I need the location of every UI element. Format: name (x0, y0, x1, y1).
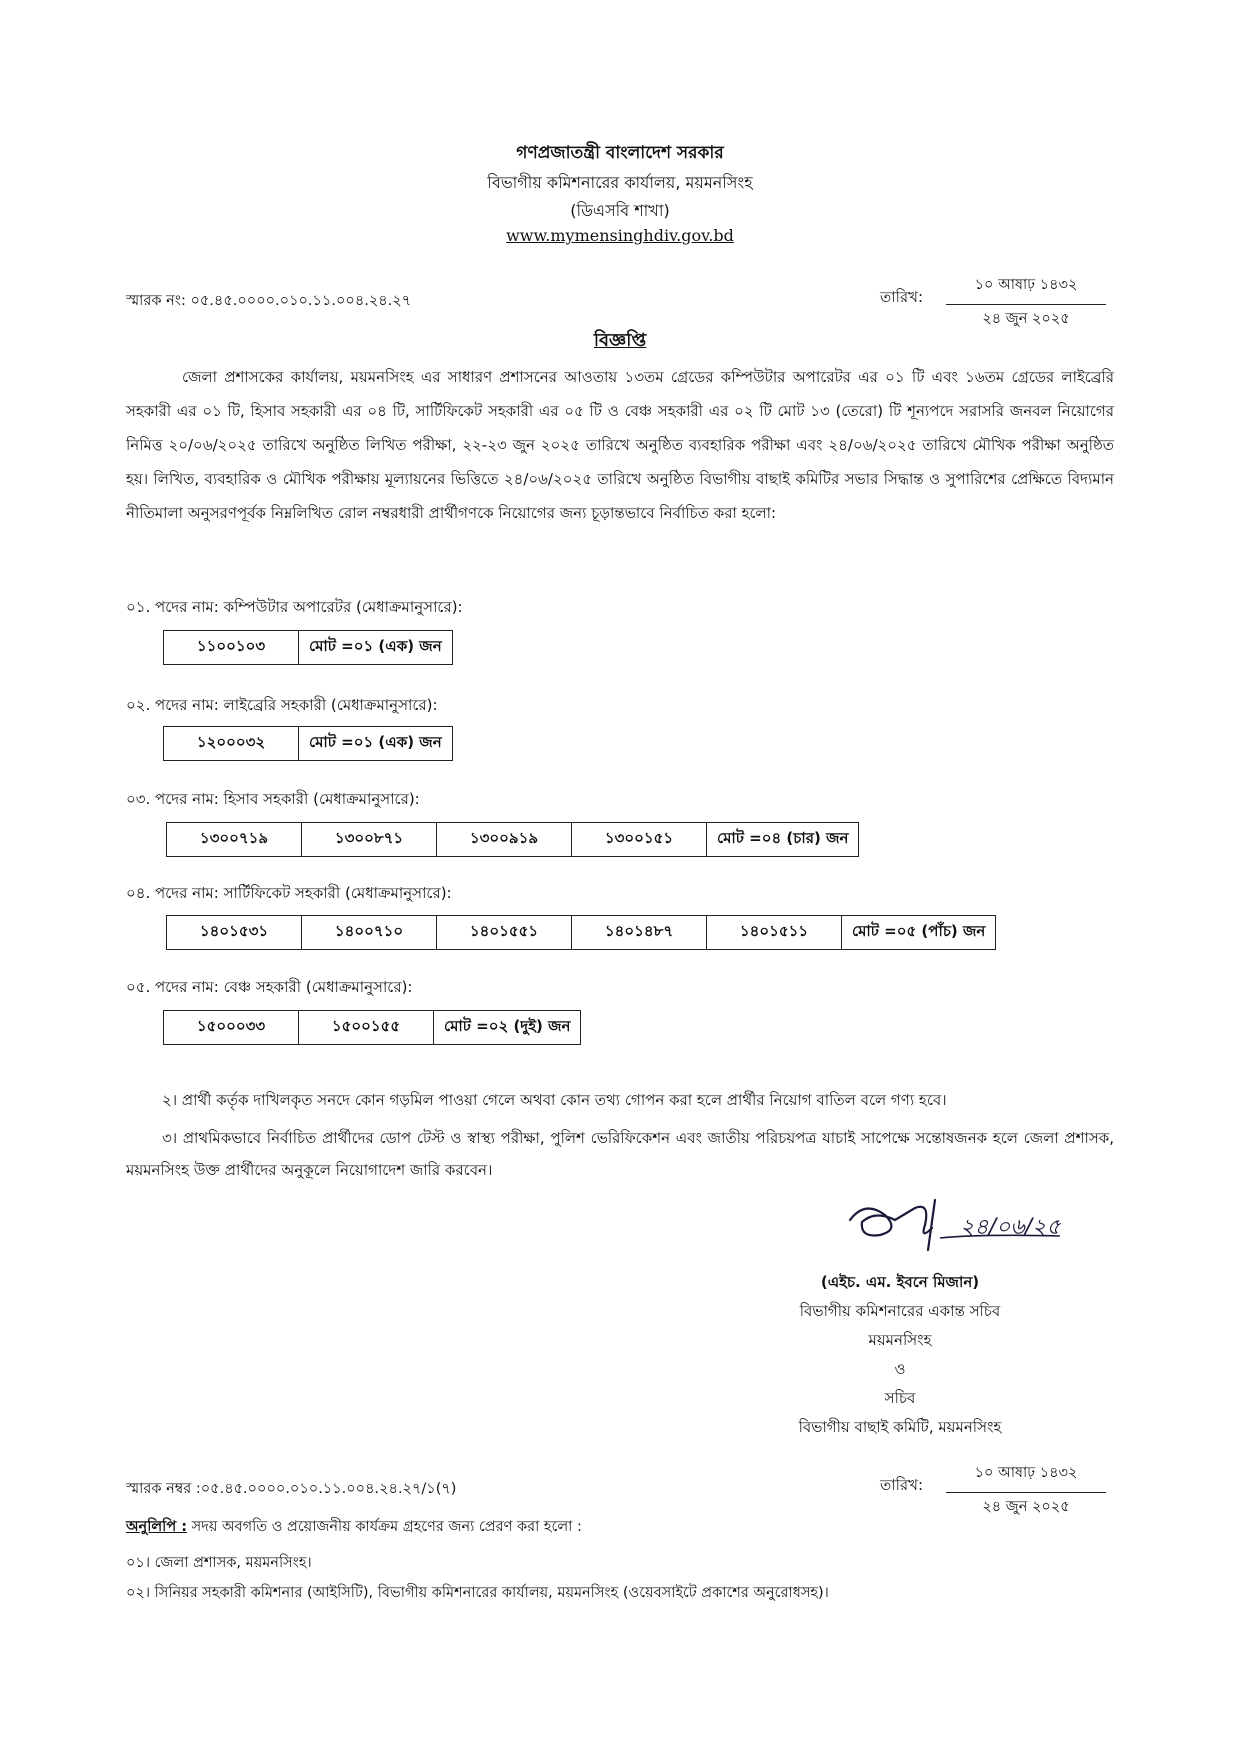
post-title: ০১. পদের নাম: কম্পিউটার অপারেটর (মেধাক্রমানুসারে): (126, 598, 463, 616)
copy-recipient: ০১। জেলা প্রশাসক, ময়মনসিংহ। (126, 1555, 312, 1571)
roll-table-certificate-assistant (166, 915, 996, 950)
note-3: ৩। প্রাথমিকভাবে নির্বাচিত প্রার্থীদের ডোপ টেস্ট ও স্বাস্থ্য পরীক্ষা, পুলিশ ভেরিফিকেশন এবং জাতীয় পরিচয়পত্র যাচাই সাপেক্ষে সন্তোষজনক হলে জেলা প্রশাসক, ময়মনসিংহ উক্ত প্রার্থীদের অনুকূলে নিয়োগাদেশ জারি করবেন। (126, 1129, 1114, 1179)
roll-number: ১৫০০১৫৫ (299, 1011, 434, 1045)
date-bangla: ১০ আষাঢ় ১৪৩২ (946, 274, 1106, 305)
copy-to-label: অনুলিপি : (126, 1519, 188, 1535)
notice-title: বিজ্ঞপ্তি (593, 330, 647, 351)
roll-table-accounts-assistant (166, 822, 859, 857)
roll-number: ১৫০০০৩৩ (164, 1011, 299, 1045)
roll-number: ১৪০১৫৩১ (167, 916, 302, 950)
roll-number: ১৩০০৯১৯ (437, 823, 572, 857)
roll-number: ১৪০১৪৮৭ (572, 916, 707, 950)
post-title: ০৫. পদের নাম: বেঞ্চ সহকারী (মেধাক্রমানুসারে): (126, 978, 413, 996)
total-count: মোট =০১ (এক) জন (299, 727, 453, 761)
date-english: ২৪ জুন ২০২৫ (982, 311, 1070, 327)
roll-number: ১২০০০৩২ (164, 727, 299, 761)
date-label: তারিখ: (880, 288, 924, 306)
signatory-name: (এইচ. এম. ইবনে মিজান) (820, 1273, 980, 1291)
roll-table-computer-operator (163, 630, 453, 665)
section-name: (ডিএসবি শাখা) (570, 201, 670, 220)
note-2: ২। প্রার্থী কর্তৃক দাখিলকৃত সনদে কোন গড়মিল পাওয়া গেলে অথবা কোন তথ্য গোপন করা হলে প্রার্থীর নিয়োগ বাতিল বলে গণ্য হবে। (162, 1091, 947, 1109)
memo-number: স্মারক নং: ০৫.৪৫.০০০০.০১০.১১.০০৪.২৪.২৭ (126, 293, 412, 309)
signature-block (700, 1268, 1100, 1442)
total-count: মোট =০৪ (চার) জন (707, 823, 859, 857)
total-count: মোট =০৫ (পাঁচ) জন (842, 916, 996, 950)
roll-table-bench-assistant (163, 1010, 581, 1045)
roll-number: ১৩০০৭১৯ (167, 823, 302, 857)
post-title: ০৩. পদের নাম: হিসাব সহকারী (মেধাক্রমানুসারে): (126, 790, 420, 808)
total-count: মোট =০২ (দুই) জন (434, 1011, 581, 1045)
signatory-committee: বিভাগীয় বাছাই কমিটি, ময়মনসিংহ (798, 1418, 1002, 1436)
copy-recipient: ০২। সিনিয়র সহকারী কমিশনার (আইসিটি), বিভাগীয় কমিশনারের কার্যালয়, ময়মনসিংহ (ওয়েবসাইটে প্রকাশের অনুরোধসহ)। (126, 1585, 829, 1601)
intro-paragraph: জেলা প্রশাসকের কার্যালয়, ময়মনসিংহ এর সাধারণ প্রশাসনের আওতায় ১৩তম গ্রেডের কম্পিউটার অপারেটর এর ০১ টি এবং ১৬তম গ্রেডের লাইব্রেরি সহকারী এর ০১ টি, হিসাব সহকারী এর ০৪ টি, সার্টিফিকেট সহকারী এর ০৫ টি ও বেঞ্চ সহকারী এর ০২ টি মোট ১৩ (তেরো) টি শূন্যপদে সরাসরি জনবল নিয়োগের নিমিত্ত ২০/০৬/২০২৫ তারিখে অনুষ্ঠিত লিখিত পরীক্ষা, ২২-২৩ জুন ২০২৫ তারিখে অনুষ্ঠিত ব্যবহারিক পরীক্ষা এবং ২৪/০৬/২০২৫ তারিখে মৌখিক পরীক্ষা অনুষ্ঠিত হয়। লিখিত, ব্যবহারিক ও মৌখিক পরীক্ষায় মূল্যায়নের ভিত্তিতে ২৪/০৬/২০২৫ তারিখে অনুষ্ঠিত বিভাগীয় বাছাই কমিটির সভার সিদ্ধান্ত ও সুপারিশের প্রেক্ষিতে বিদ্যমান নীতিমালা অনুসরণপূর্বক নিম্নলিখিত রোল নম্বরধারী প্রার্থীগণকে নিয়োগের জন্য চূড়ান্তভাবে নির্বাচিত করা হলো: (126, 368, 1114, 522)
roll-table-library-assistant (163, 726, 453, 761)
website-link[interactable]: www.mymensinghdiv.gov.bd (506, 226, 734, 245)
roll-number: ১৪০১৫৫১ (437, 916, 572, 950)
handwritten-signature (820, 1190, 1120, 1270)
date-label-2: তারিখ: (880, 1476, 924, 1494)
govt-title: গণপ্রজাতন্ত্রী বাংলাদেশ সরকার (516, 143, 724, 163)
post-title: ০৪. পদের নাম: সার্টিফিকেট সহকারী (মেধাক্রমানুসারে): (126, 884, 452, 902)
memo-number-2: স্মারক নম্বর :০৫.৪৫.০০০০.০১০.১১.০০৪.২৪.২৭/১(৭) (126, 1481, 457, 1497)
office-name: বিভাগীয় কমিশনারের কার্যালয়, ময়মনসিংহ (487, 173, 753, 192)
roll-number: ১৪০১৫১১ (707, 916, 842, 950)
date-english-2: ২৪ জুন ২০২৫ (982, 1499, 1070, 1515)
signatory-place: ময়মনসিংহ (868, 1331, 932, 1349)
signatory-designation-2: সচিব (884, 1389, 916, 1407)
signatory-designation: বিভাগীয় কমিশনারের একান্ত সচিব (799, 1302, 1001, 1320)
roll-number: ১৪০০৭১০ (302, 916, 437, 950)
copy-to-line (126, 1516, 582, 1540)
signatory-conjunction: ও (894, 1360, 906, 1378)
copy-to-text: সদয় অবগতি ও প্রয়োজনীয় কার্যক্রম গ্রহণের জন্য প্রেরণ করা হলো : (187, 1519, 582, 1535)
roll-number: ১১০০১০৩ (164, 631, 299, 665)
signature-date: ২৪/০৬/২৫ (960, 1215, 1061, 1240)
date-bangla-2: ১০ আষাঢ় ১৪৩২ (946, 1462, 1106, 1493)
roll-number: ১৩০০১৫১ (572, 823, 707, 857)
post-title: ০২. পদের নাম: লাইব্রেরি সহকারী (মেধাক্রমানুসারে): (126, 696, 438, 714)
total-count: মোট =০১ (এক) জন (299, 631, 453, 665)
roll-number: ১৩০০৮৭১ (302, 823, 437, 857)
